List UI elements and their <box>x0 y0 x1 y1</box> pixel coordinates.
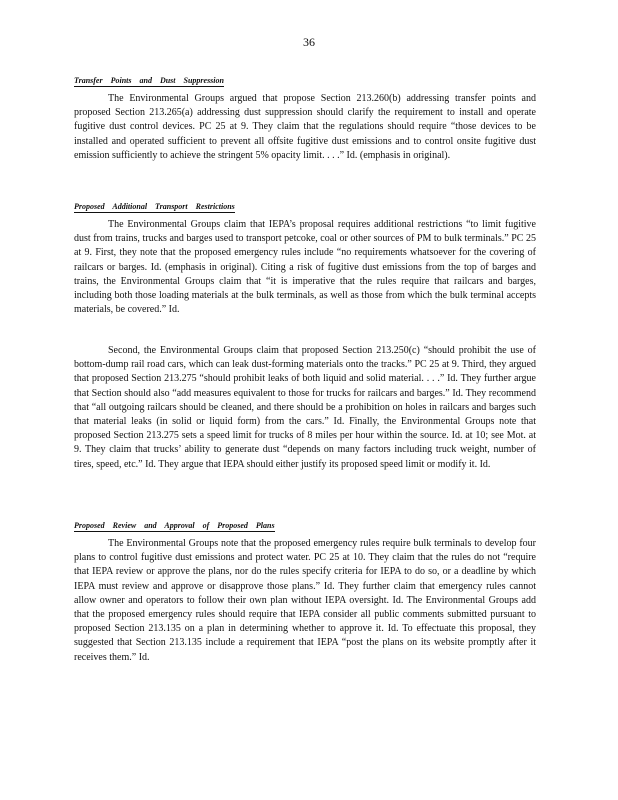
page-number: 36 <box>303 35 315 49</box>
paragraph-transport-restrictions-1: The Environmental Groups claim that IEPA’s proposal requires additional restrictions “to limit fugitive dust from trains, trucks and barges used to transport petcoke, coal or other sources of PM to bulk terminals.” PC 25 at 9. First, they note that the proposed emergency rules include “no requirements whatsoever for the covering of railcars or barges. Id. (emphasis in original). Citing a risk of fugitive dust emissions from the top of barges and trains, the Environmental Groups claim that “it is imperative that the rules require that railcars and barges, including both those loading materials at the bulk terminals, as well as those from which the bulk terminal accepts materials, be covered.” Id. <box>74 219 536 316</box>
section-heading-review-approval: Proposed Review and Approval of Proposed Plans <box>74 521 275 530</box>
section-heading-transfer-points: Transfer Points and Dust Suppression <box>74 76 224 85</box>
paragraph-transfer-points: The Environmental Groups argued that propose Section 213.260(b) addressing transfer points and proposed Section 213.265(a) addressing dust suppression should clarify the requirement to install and operate fugitive dust control devices. PC 25 at 9. They claim that the regulations should require “those devices to be installed and operated sufficient to prevent all offsite fugitive dust emissions and to control onsite fugitive dust emission sufficiently to achieve the stringent 5% opacity limit. . . .” Id. (emphasis in original). <box>74 93 536 161</box>
section-heading-transport-restrictions: Proposed Additional Transport Restrictions <box>74 202 235 211</box>
paragraph-review-approval: The Environmental Groups note that the proposed emergency rules require bulk terminals to develop four plans to control fugitive dust emissions and protect water. PC 25 at 10. They claim that the rules do not “require that IEPA review or approve the plans, nor do the rules specify criteria for IEPA to do so, or a deadline by which IEPA must review and approve or disapprove those plans.” Id. They further claim that emergency rules cannot allow owner and operators to follow their own plan without IEPA oversight. Id. The Environmental Groups add that the proposed emergency rules should require that IEPA consider all public comments submitted pursuant to proposed Section 213.135 on a plan in determining whether to approve it. Id. To effectuate this proposal, they suggested that Section 213.135 include a requirement that IEPA “post the plans on its website promptly after it receives them.” Id. <box>74 538 536 663</box>
paragraph-transport-restrictions-2: Second, the Environmental Groups claim that proposed Section 213.250(c) “should prohibit the use of bottom-dump rail road cars, which can leak dust-forming materials onto the tracks.” PC 25 at 9. Third, they argued that proposed Section 213.275 “should prohibit leaks of both liquid and solid material. . . .” Id. They further argue that Section should also “add measures equivalent to those for trucks for railcars and barges.” Id. They recommend that “all outgoing railcars should be cleaned, and there should be a prohibition on holes in railcars and barges such that material leaks (in solid or liquid form) from the cars.” Id. Finally, the Environmental Groups note that proposed Section 213.275 sets a speed limit for trucks of 8 miles per hour within the source. Id. at 10; see Mot. at 9. They claim that trucks’ ability to generate dust “depends on many factors including truck weight, number of tires, speed, etc.” Id. They argue that IEPA should either justify its proposed speed limit or modify it. Id. <box>74 345 536 470</box>
